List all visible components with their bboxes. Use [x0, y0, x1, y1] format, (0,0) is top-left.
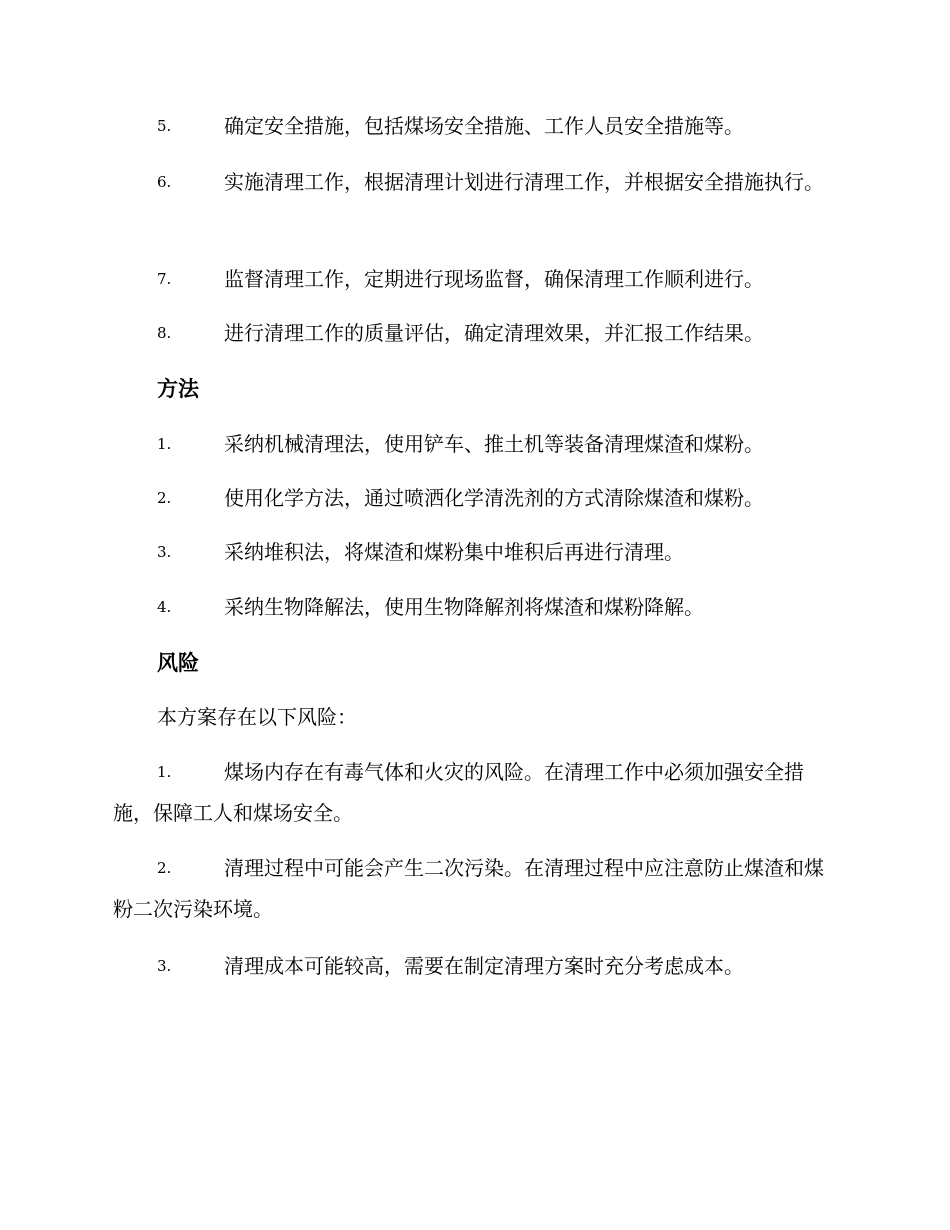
list-number: 1.: [157, 763, 172, 781]
list-number: 8.: [157, 324, 172, 342]
list-text: 煤场内存在有毒气体和火灾的风险。在清理工作中必须加强安全措施，保障工人和煤场安全。: [113, 760, 804, 825]
list-item: [113, 532, 833, 573]
list-item: [113, 313, 833, 354]
list-text: 使用化学方法，通过喷洒化学清洗剂的方式清除煤渣和煤粉。: [224, 486, 764, 510]
list-number: 6.: [157, 173, 172, 191]
list-item: [113, 848, 833, 930]
list-text: 清理成本可能较高，需要在制定清理方案时充分考虑成本。: [224, 954, 744, 978]
list-item: [113, 259, 833, 300]
list-number: 2.: [157, 489, 172, 507]
list-item: [113, 106, 833, 147]
list-number: 3.: [157, 543, 172, 561]
section-heading-methods: 方法: [157, 376, 199, 401]
list-item: [113, 162, 833, 203]
list-number: 2.: [157, 859, 172, 877]
list-text: 采纳堆积法，将煤渣和煤粉集中堆积后再进行清理。: [224, 540, 684, 564]
list-text: 监督清理工作，定期进行现场监督，确保清理工作顺利进行。: [224, 267, 764, 291]
list-text: 确定安全措施，包括煤场安全措施、工作人员安全措施等。: [224, 114, 744, 138]
section-heading-risks: 风险: [157, 650, 199, 675]
list-text: 采纳机械清理法，使用铲车、推土机等装备清理煤渣和煤粉。: [224, 432, 764, 456]
list-item: [113, 424, 833, 465]
list-item: [113, 946, 833, 987]
list-item: [113, 478, 833, 519]
list-text: 实施清理工作，根据清理计划进行清理工作，并根据安全措施执行。: [224, 170, 824, 194]
list-number: 5.: [157, 117, 172, 135]
list-number: 7.: [157, 270, 172, 288]
list-item: [113, 752, 833, 834]
list-text: 进行清理工作的质量评估，确定清理效果，并汇报工作结果。: [224, 321, 764, 345]
risks-intro: 本方案存在以下风险：: [157, 705, 357, 729]
list-number: 4.: [157, 598, 172, 616]
list-item: [113, 587, 833, 628]
list-number: 1.: [157, 435, 172, 453]
list-text: 清理过程中可能会产生二次污染。在清理过程中应注意防止煤渣和煤粉二次污染环境。: [113, 856, 824, 921]
list-number: 3.: [157, 957, 172, 975]
list-text: 采纳生物降解法，使用生物降解剂将煤渣和煤粉降解。: [224, 595, 704, 619]
